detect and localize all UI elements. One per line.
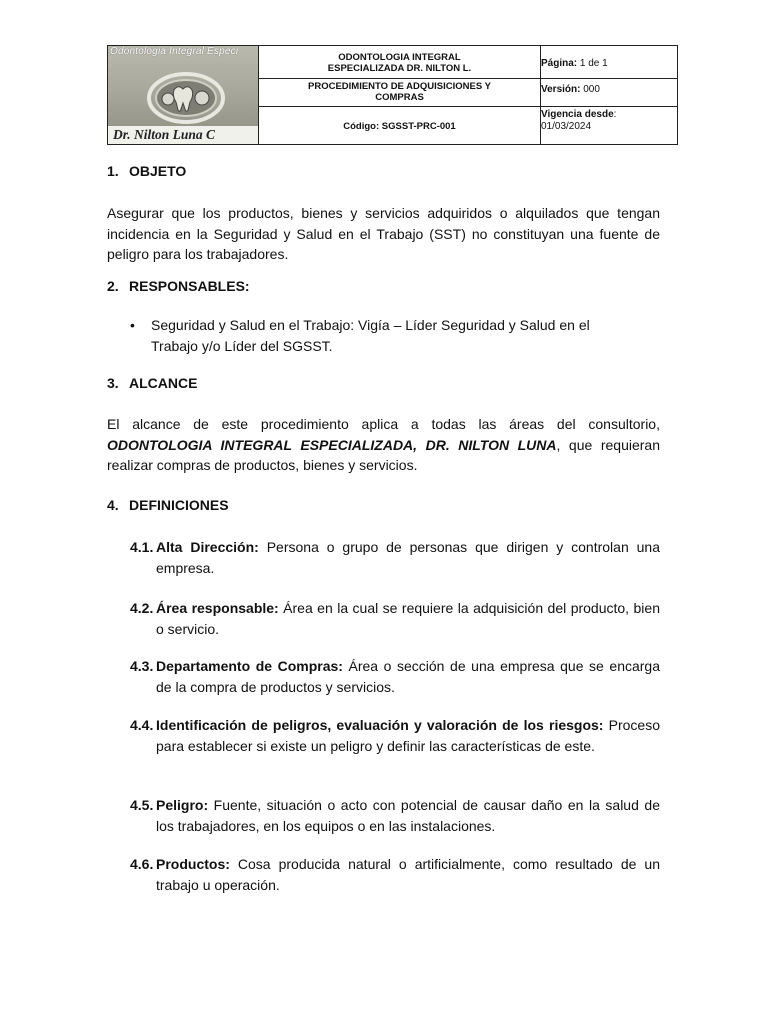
document-code bbox=[259, 121, 540, 132]
company-name-cell bbox=[259, 46, 541, 79]
tooth-emblem-icon bbox=[146, 68, 226, 128]
code-label: Código: bbox=[343, 121, 380, 132]
definition-item: 4.6. Productos: Cosa producida natural o artificialmente, como resultado de un trabajo u operación. bbox=[130, 856, 660, 893]
definition-term: Departamento de Compras: bbox=[156, 658, 343, 674]
page-value: 1 de 1 bbox=[579, 58, 608, 69]
definition-term: Identificación de peligros, evaluación y valoración de los riesgos: bbox=[156, 717, 604, 733]
section-text-alcance: El alcance de este procedimiento aplica a todas las áreas del consultorio, ODONTOLOGIA INTEGRAL ESPECIALIZADA, DR. NILTON LUNA, que requieran realizar compras de productos, bienes y servicios. bbox=[107, 416, 660, 473]
definition-item: 4.5. Peligro: Fuente, situación o acto con potencial de causar daño en la salud de los trabajadores, en los equipos o en las instalaciones. bbox=[130, 797, 660, 834]
definition-text: Persona o grupo de personas que dirigen y controlan una empresa. bbox=[156, 539, 660, 576]
logo-top-text: Odontologia Integral Especi bbox=[110, 46, 239, 57]
code-value: SGSST-PRC-001 bbox=[381, 121, 456, 132]
definition-text: Área en la cual se requiere la adquisición del producto, bien o servicio. bbox=[156, 600, 660, 637]
version-row bbox=[541, 79, 677, 107]
definition-item: 4.2. Área responsable: Área en la cual se requiere la adquisición del producto, bien o servicio. bbox=[130, 600, 660, 637]
valid-from-row: Vigencia desde: 01/03/2024 bbox=[541, 109, 617, 132]
procedure-cell bbox=[259, 79, 541, 144]
definition-text: Cosa producida natural o artificialmente, como resultado de un trabajo u operación. bbox=[156, 856, 660, 893]
bullet-icon: • bbox=[130, 317, 135, 333]
logo-bottom-text: Dr. Nilton Luna C bbox=[108, 126, 258, 144]
definition-text: Área o sección de una empresa que se encarga de la compra de productos y servicios. bbox=[156, 658, 660, 695]
page-number-row bbox=[541, 46, 677, 79]
page-label: Página: bbox=[541, 58, 578, 69]
definition-item: 4.1. Alta Dirección: Persona o grupo de personas que dirigen y controlan una empresa. bbox=[130, 539, 660, 576]
document-page: Odontologia Integral Especi Dr. Nilton Luna C ODONTOLOGIA INTEGRAL ESPECIALIZADA DR. NILTON L. PROCEDIMIENTO DE ADQUISICIONES Y COMPRAS Código: SGSST-PRC-001 Página: 1 de 1 Versión: 000 Vigencia desde: 01/03/2024 1. OBJETO Asegurar que los productos, bienes y servicios adquiridos o alquilados que tengan incidencia en la Seguridad y Salud en el Trabajo (SST) no constituyan una fuente de peligro para los trabajadores. 2. RESPONSABLES: • Seguridad y Salud en el Trabajo: Vigía – Líder Seguridad y Salud en el Trabajo y/o Líder del SGSST. 3. ALCANCE El alcance de este procedimiento aplica a todas las áreas del consultorio, ODONTOLOGIA INTEGRAL ESPECIALIZADA, DR. NILTON LUNA, que requieran realizar compras de productos, bienes y servicios. 4. DEFINICIONES 4.1. Alta Dirección: Persona o grupo de personas que dirigen y controlan una empresa. 4.2. Área responsable: Área en la cual se requiere la adquisición del producto, bien o servicio. 4.3. Departamento de Compras: Área o sección de una empresa que se encarga de la compra de productos y servicios. 4.4. Identificación de peligros, evaluación y valoración de los riesgos: Proceso para establecer si existe un peligro y definir las características de este. 4.5. Peligro: Fuente, situación o acto con potencial de causar daño en la salud de los trabajadores, en los equipos o en las instalaciones. 4.6. Productos: Cosa producida natural o artificialmente, como resultado de un trabajo u operación. bbox=[0, 0, 768, 1024]
definition-text: Fuente, situación o acto con potencial de causar daño en la salud de los trabajadores, en los equipos o en las instalaciones. bbox=[156, 797, 660, 834]
definition-term: Área responsable: bbox=[156, 600, 279, 616]
section-heading-definiciones: 4. DEFINICIONES bbox=[107, 497, 229, 513]
company-name-emphasis: ODONTOLOGIA INTEGRAL ESPECIALIZADA, DR. NILTON LUNA bbox=[107, 436, 557, 453]
company-name: ODONTOLOGIA INTEGRAL ESPECIALIZADA DR. NILTON L. bbox=[327, 51, 472, 74]
definition-item: 4.4. Identificación de peligros, evaluación y valoración de los riesgos: Proceso para establecer si existe un peligro y definir las características de este. bbox=[130, 717, 660, 754]
section-heading-responsables: 2. RESPONSABLES: bbox=[107, 278, 250, 294]
version-value: 000 bbox=[583, 84, 600, 95]
section-text-objeto: Asegurar que los productos, bienes y servicios adquiridos o alquilados que tengan incidencia en la Seguridad y Salud en el Trabajo (SST) no constituyan una fuente de peligro para los trabajadores. bbox=[107, 205, 660, 262]
definition-term: Productos: bbox=[156, 856, 230, 872]
valid-value: 01/03/2024 bbox=[541, 121, 592, 132]
document-header-table bbox=[107, 45, 678, 145]
definition-item: 4.3. Departamento de Compras: Área o sección de una empresa que se encarga de la compra de productos y servicios. bbox=[130, 658, 660, 695]
procedure-title: PROCEDIMIENTO DE ADQUISICIONES Y COMPRAS bbox=[259, 79, 540, 107]
definition-term: Alta Dirección: bbox=[156, 539, 259, 555]
company-logo bbox=[108, 46, 259, 144]
document-meta-cell bbox=[541, 46, 677, 144]
version-label: Versión: bbox=[541, 84, 581, 95]
definition-term: Peligro: bbox=[156, 797, 209, 813]
valid-label: Vigencia desde bbox=[541, 109, 614, 120]
definition-text: Proceso para establecer si existe un peligro y definir las características de este. bbox=[156, 717, 660, 754]
section-heading-alcance: 3. ALCANCE bbox=[107, 375, 198, 391]
section-heading-objeto: 1. OBJETO bbox=[107, 163, 187, 179]
